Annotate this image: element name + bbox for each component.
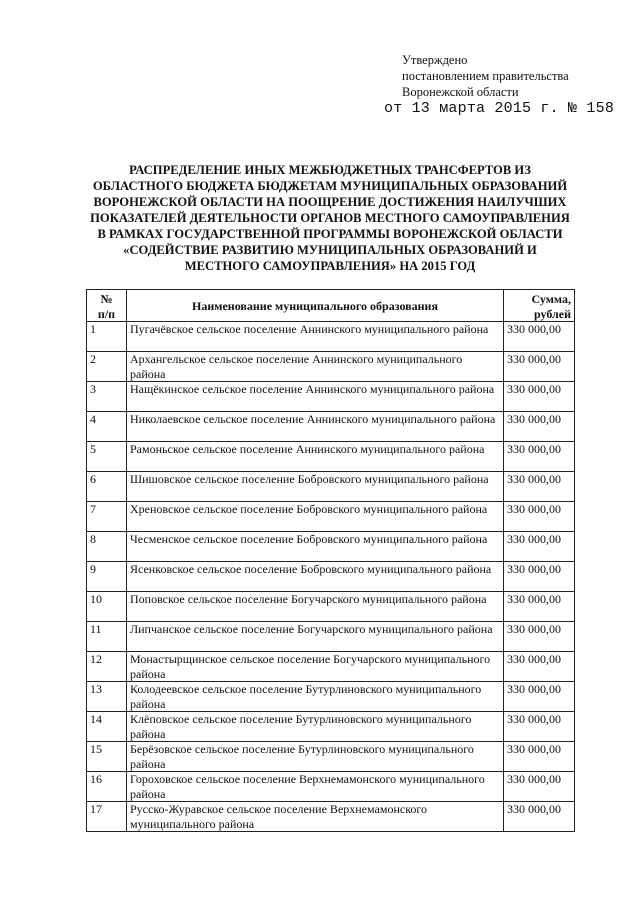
row-number-cell: 17 xyxy=(87,802,127,832)
row-name-cell: Русско-Журавское сельское поселение Верхнемамонского муниципального района xyxy=(127,802,504,832)
title-line: РАСПРЕДЕЛЕНИЕ ИНЫХ МЕЖБЮДЖЕТНЫХ ТРАНСФЕРТОВ ИЗ xyxy=(129,163,531,177)
row-name-cell: Берёзовское сельское поселение Бутурлиновского муниципального района xyxy=(127,742,504,772)
row-sum-cell: 330 000,00 xyxy=(504,412,575,442)
table-row xyxy=(87,592,575,622)
row-number-cell: 6 xyxy=(87,472,127,502)
row-sum-cell: 330 000,00 xyxy=(504,562,575,592)
title-line: ОБЛАСТНОГО БЮДЖЕТА БЮДЖЕТАМ МУНИЦИПАЛЬНЫХ ОБРАЗОВАНИЙ xyxy=(92,179,568,193)
row-sum-cell: 330 000,00 xyxy=(504,712,575,742)
row-number-cell: 9 xyxy=(87,562,127,592)
row-name-cell: Поповское сельское поселение Богучарского муниципального района xyxy=(127,592,504,622)
row-name-cell: Архангельское сельское поселение Аннинского муниципального района xyxy=(127,352,504,382)
row-number-cell: 16 xyxy=(87,772,127,802)
row-sum-cell: 330 000,00 xyxy=(504,472,575,502)
approval-block xyxy=(402,52,569,100)
row-sum-cell: 330 000,00 xyxy=(504,592,575,622)
row-number-cell: 8 xyxy=(87,532,127,562)
row-sum-cell: 330 000,00 xyxy=(504,442,575,472)
row-name-cell: Рамоньское сельское поселение Аннинского муниципального района xyxy=(127,442,504,472)
header-number-line1: № xyxy=(100,292,113,306)
row-sum-cell: 330 000,00 xyxy=(504,682,575,712)
header-sum-line1: Сумма, xyxy=(531,292,571,306)
row-sum-cell: 330 000,00 xyxy=(504,532,575,562)
table-row xyxy=(87,712,575,742)
row-number-cell: 3 xyxy=(87,382,127,412)
distribution-table xyxy=(86,289,575,832)
row-name-cell: Гороховское сельское поселение Верхнемамонского муниципального района xyxy=(127,772,504,802)
table-row xyxy=(87,772,575,802)
table-row xyxy=(87,382,575,412)
row-number-cell: 10 xyxy=(87,592,127,622)
row-name-cell: Колодеевское сельское поселение Бутурлиновского муниципального района xyxy=(127,682,504,712)
row-name-cell: Хреновское сельское поселение Бобровского муниципального района xyxy=(127,502,504,532)
row-name-cell: Монастырщинское сельское поселение Богучарского муниципального района xyxy=(127,652,504,682)
header-name: Наименование муниципального образования xyxy=(127,290,504,322)
table-row xyxy=(87,322,575,352)
title-line: ПОКАЗАТЕЛЕЙ ДЕЯТЕЛЬНОСТИ ОРГАНОВ МЕСТНОГО САМОУПРАВЛЕНИЯ xyxy=(90,211,570,225)
row-number-cell: 4 xyxy=(87,412,127,442)
row-sum-cell: 330 000,00 xyxy=(504,652,575,682)
table-row xyxy=(87,412,575,442)
row-name-cell: Нащёкинское сельское поселение Аннинского муниципального района xyxy=(127,382,504,412)
header-sum xyxy=(504,290,575,322)
table-row xyxy=(87,682,575,712)
table-row xyxy=(87,532,575,562)
header-sum-line2: рублей xyxy=(533,306,571,321)
row-name-cell: Липчанское сельское поселение Богучарского муниципального района xyxy=(127,622,504,652)
row-sum-cell: 330 000,00 xyxy=(504,742,575,772)
header-number-line2: п/п xyxy=(97,306,116,321)
row-name-cell: Ясенковское сельское поселение Бобровского муниципального района xyxy=(127,562,504,592)
title-line: МЕСТНОГО САМОУПРАВЛЕНИЯ» НА 2015 ГОД xyxy=(184,259,476,273)
row-sum-cell: 330 000,00 xyxy=(504,502,575,532)
header-number xyxy=(87,290,127,322)
decree-date-stamp: от 13 марта 2015 г. № 158 xyxy=(384,100,615,117)
row-name-cell: Николаевское сельское поселение Аннинского муниципального района xyxy=(127,412,504,442)
row-number-cell: 1 xyxy=(87,322,127,352)
row-name-cell: Клёповское сельское поселение Бутурлиновского муниципального района xyxy=(127,712,504,742)
title-line: «СОДЕЙСТВИЕ РАЗВИТИЮ МУНИЦИПАЛЬНЫХ ОБРАЗОВАНИЙ И xyxy=(123,243,537,257)
approval-line-approved: Утверждено xyxy=(402,53,468,67)
table-row xyxy=(87,472,575,502)
row-name-cell: Пугачёвское сельское поселение Аннинского муниципального района xyxy=(127,322,504,352)
table-row xyxy=(87,442,575,472)
row-number-cell: 11 xyxy=(87,622,127,652)
approval-line-decree: постановлением правительства xyxy=(402,69,569,83)
row-sum-cell: 330 000,00 xyxy=(504,622,575,652)
table-row xyxy=(87,562,575,592)
row-name-cell: Чесменское сельское поселение Бобровского муниципального района xyxy=(127,532,504,562)
table-row xyxy=(87,742,575,772)
title-line: ВОРОНЕЖСКОЙ ОБЛАСТИ НА ПООЩРЕНИЕ ДОСТИЖЕНИЯ НАИЛУЧШИХ xyxy=(93,195,567,209)
row-number-cell: 2 xyxy=(87,352,127,382)
row-sum-cell: 330 000,00 xyxy=(504,382,575,412)
document-title xyxy=(82,162,578,274)
table-row xyxy=(87,622,575,652)
row-sum-cell: 330 000,00 xyxy=(504,802,575,832)
approval-line-region: Воронежской области xyxy=(402,85,519,99)
table-row xyxy=(87,352,575,382)
row-sum-cell: 330 000,00 xyxy=(504,352,575,382)
row-sum-cell: 330 000,00 xyxy=(504,772,575,802)
row-sum-cell: 330 000,00 xyxy=(504,322,575,352)
row-number-cell: 7 xyxy=(87,502,127,532)
row-number-cell: 14 xyxy=(87,712,127,742)
row-number-cell: 13 xyxy=(87,682,127,712)
row-number-cell: 15 xyxy=(87,742,127,772)
table-body xyxy=(87,322,575,832)
table-row xyxy=(87,502,575,532)
title-line: В РАМКАХ ГОСУДАРСТВЕННОЙ ПРОГРАММЫ ВОРОНЕЖСКОЙ ОБЛАСТИ xyxy=(97,227,563,241)
table-row xyxy=(87,802,575,832)
table-header-row xyxy=(87,290,575,322)
row-name-cell: Шишовское сельское поселение Бобровского муниципального района xyxy=(127,472,504,502)
row-number-cell: 5 xyxy=(87,442,127,472)
table-row xyxy=(87,652,575,682)
row-number-cell: 12 xyxy=(87,652,127,682)
